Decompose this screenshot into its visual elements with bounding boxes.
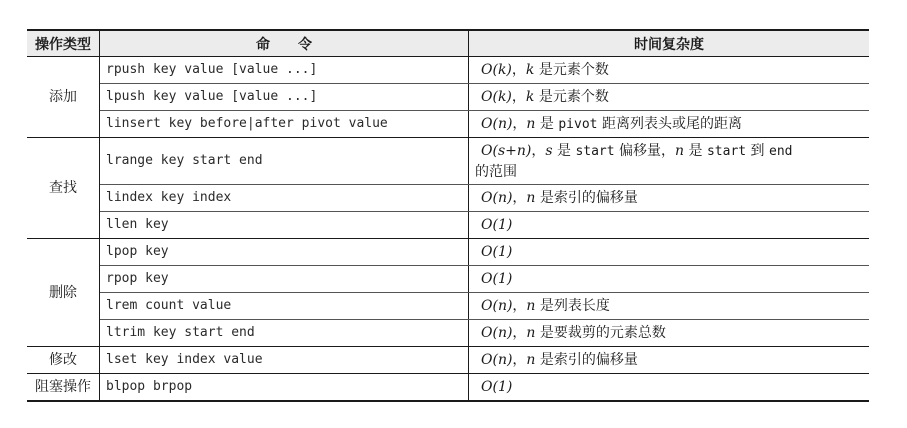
command-cell: linsert key before|after pivot value (100, 111, 469, 138)
complexity-cell: O(1) (469, 212, 870, 239)
table-row (27, 266, 869, 293)
complexity-cell: O(n)，n 是索引的偏移量 (469, 185, 870, 212)
command-cell: ltrim key start end (100, 320, 469, 347)
complexity-cell: O(n)，n 是要裁剪的元素总数 (469, 320, 870, 347)
table-row (27, 347, 869, 374)
table-row (27, 239, 869, 266)
complexity-cell: O(s+n)，s 是 start 偏移量，n 是 start 到 end 的范围 (469, 138, 870, 185)
table-row (27, 374, 869, 402)
command-cell: lpush key value [value ...] (100, 84, 469, 111)
command-cell: lrange key start end (100, 138, 469, 185)
header-time-complexity: 时间复杂度 (469, 30, 870, 57)
header-operation-type: 操作类型 (27, 30, 100, 57)
complexity-cell: O(1) (469, 374, 870, 402)
complexity-cell: O(k)，k 是元素个数 (469, 84, 870, 111)
table-row (27, 57, 869, 84)
table-row (27, 111, 869, 138)
command-cell: lindex key index (100, 185, 469, 212)
command-cell: lpop key (100, 239, 469, 266)
command-cell: lset key index value (100, 347, 469, 374)
command-cell: lrem count value (100, 293, 469, 320)
group-label-find: 查找 (27, 138, 100, 239)
complexity-cell: O(n)，n 是 pivot 距离列表头或尾的距离 (469, 111, 870, 138)
group-label-blocking: 阻塞操作 (27, 374, 100, 402)
complexity-cell: O(1) (469, 239, 870, 266)
command-cell: llen key (100, 212, 469, 239)
group-label-delete: 删除 (27, 239, 100, 347)
table-row (27, 138, 869, 185)
command-cell: rpush key value [value ...] (100, 57, 469, 84)
redis-list-commands-table (27, 29, 869, 402)
complexity-cell: O(n)，n 是列表长度 (469, 293, 870, 320)
command-cell: rpop key (100, 266, 469, 293)
complexity-cell: O(k)，k 是元素个数 (469, 57, 870, 84)
group-label-modify: 修改 (27, 347, 100, 374)
table-row (27, 212, 869, 239)
table-row (27, 293, 869, 320)
command-cell: blpop brpop (100, 374, 469, 402)
complexity-cell: O(1) (469, 266, 870, 293)
complexity-cell: O(n)，n 是索引的偏移量 (469, 347, 870, 374)
table-row (27, 185, 869, 212)
header-command: 命 令 (100, 30, 469, 57)
group-label-add: 添加 (27, 57, 100, 138)
table-row (27, 320, 869, 347)
table-row (27, 84, 869, 111)
header-row (27, 30, 869, 57)
